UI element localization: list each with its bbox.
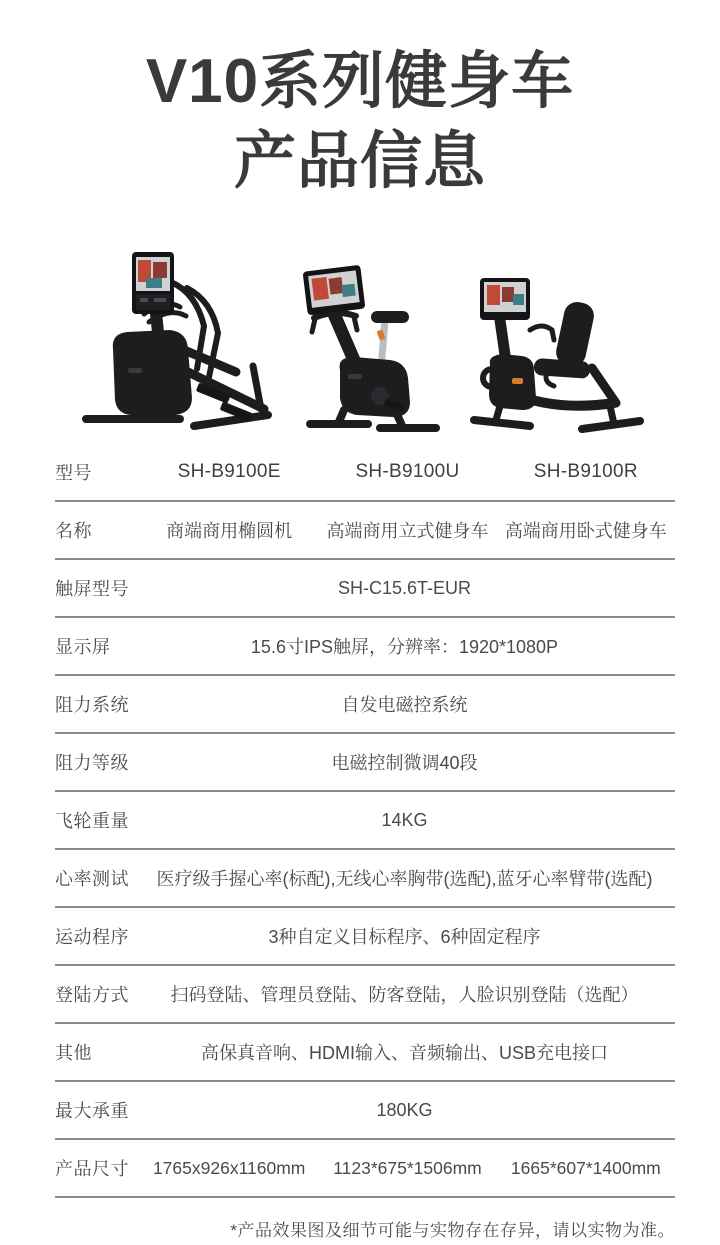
spec-row-other	[55, 1024, 675, 1082]
spec-value: 医疗级手握心率(标配),无线心率胸带(选配),蓝牙心率臂带(选配)	[156, 869, 653, 889]
spec-row-dimensions	[55, 1140, 675, 1198]
spec-value-upright: 高端商用立式健身车	[326, 521, 489, 541]
spec-value-recumbent: SH-B9100R	[533, 461, 638, 482]
spec-label: 产品尺寸	[55, 1159, 129, 1179]
spec-label: 型号	[55, 463, 92, 483]
spec-value-elliptical: SH-B9100E	[177, 461, 281, 482]
spec-value-recumbent: 1665*607*1400mm	[510, 1157, 661, 1178]
spec-label: 显示屏	[55, 637, 111, 657]
disclaimer-note: *产品效果图及细节可能与实物存在存异，请以实物为准。	[230, 1221, 675, 1240]
spec-value: 自发电磁控系统	[341, 695, 468, 715]
spec-label: 其他	[55, 1043, 92, 1063]
spec-label: 阻力系统	[55, 695, 129, 715]
spec-label: 运动程序	[55, 927, 129, 947]
spec-row-model	[55, 444, 675, 502]
spec-value-elliptical: 1765x926x1160mm	[152, 1157, 306, 1178]
spec-label: 阻力等级	[55, 753, 129, 773]
spec-row-name	[55, 502, 675, 560]
spec-row-resistance-levels	[55, 734, 675, 792]
spec-row-resistance-system	[55, 676, 675, 734]
page-title	[0, 0, 720, 202]
spec-label: 飞轮重量	[55, 811, 129, 831]
spec-row-display	[55, 618, 675, 676]
spec-label: 触屏型号	[55, 579, 129, 599]
spec-row-flywheel-weight	[55, 792, 675, 850]
spec-label: 登陆方式	[55, 985, 129, 1005]
spec-value: 高保真音响、HDMI输入、音频输出、USB充电接口	[200, 1043, 608, 1063]
spec-row-heart-rate	[55, 850, 675, 908]
spec-value: SH-C15.6T-EUR	[337, 577, 472, 598]
spec-value: 15.6寸IPS触屏，分辨率：1920*1080P	[250, 637, 559, 657]
spec-value: 电磁控制微调40段	[331, 753, 478, 773]
spec-label: 心率测试	[55, 869, 129, 889]
product-image-upright-bike	[282, 262, 454, 434]
product-image-elliptical-machine	[74, 248, 278, 434]
product-images-row	[0, 246, 720, 434]
spec-value-elliptical: 商端商用椭圆机	[166, 521, 293, 541]
spec-value-upright: SH-B9100U	[355, 461, 460, 482]
product-image-recumbent-bike	[464, 274, 646, 434]
spec-row-programs	[55, 908, 675, 966]
title-line-2: 产品信息	[233, 127, 486, 196]
spec-table	[55, 444, 675, 1198]
spec-label: 名称	[55, 521, 92, 541]
spec-row-login-methods	[55, 966, 675, 1024]
spec-row-touchscreen-model	[55, 560, 675, 618]
spec-row-max-load	[55, 1082, 675, 1140]
spec-label: 最大承重	[55, 1101, 129, 1121]
title-line-1: V10系列健身车	[145, 47, 575, 116]
spec-value: 180KG	[376, 1099, 433, 1120]
spec-value: 14KG	[381, 809, 428, 830]
spec-value: 扫码登陆、管理员登陆、防客登陆，人脸识别登陆（选配）	[170, 985, 639, 1005]
spec-value-upright: 1123*675*1506mm	[333, 1157, 482, 1178]
spec-value: 3种自定义目标程序、6种固定程序	[268, 927, 541, 947]
spec-value-recumbent: 高端商用卧式健身车	[504, 521, 667, 541]
